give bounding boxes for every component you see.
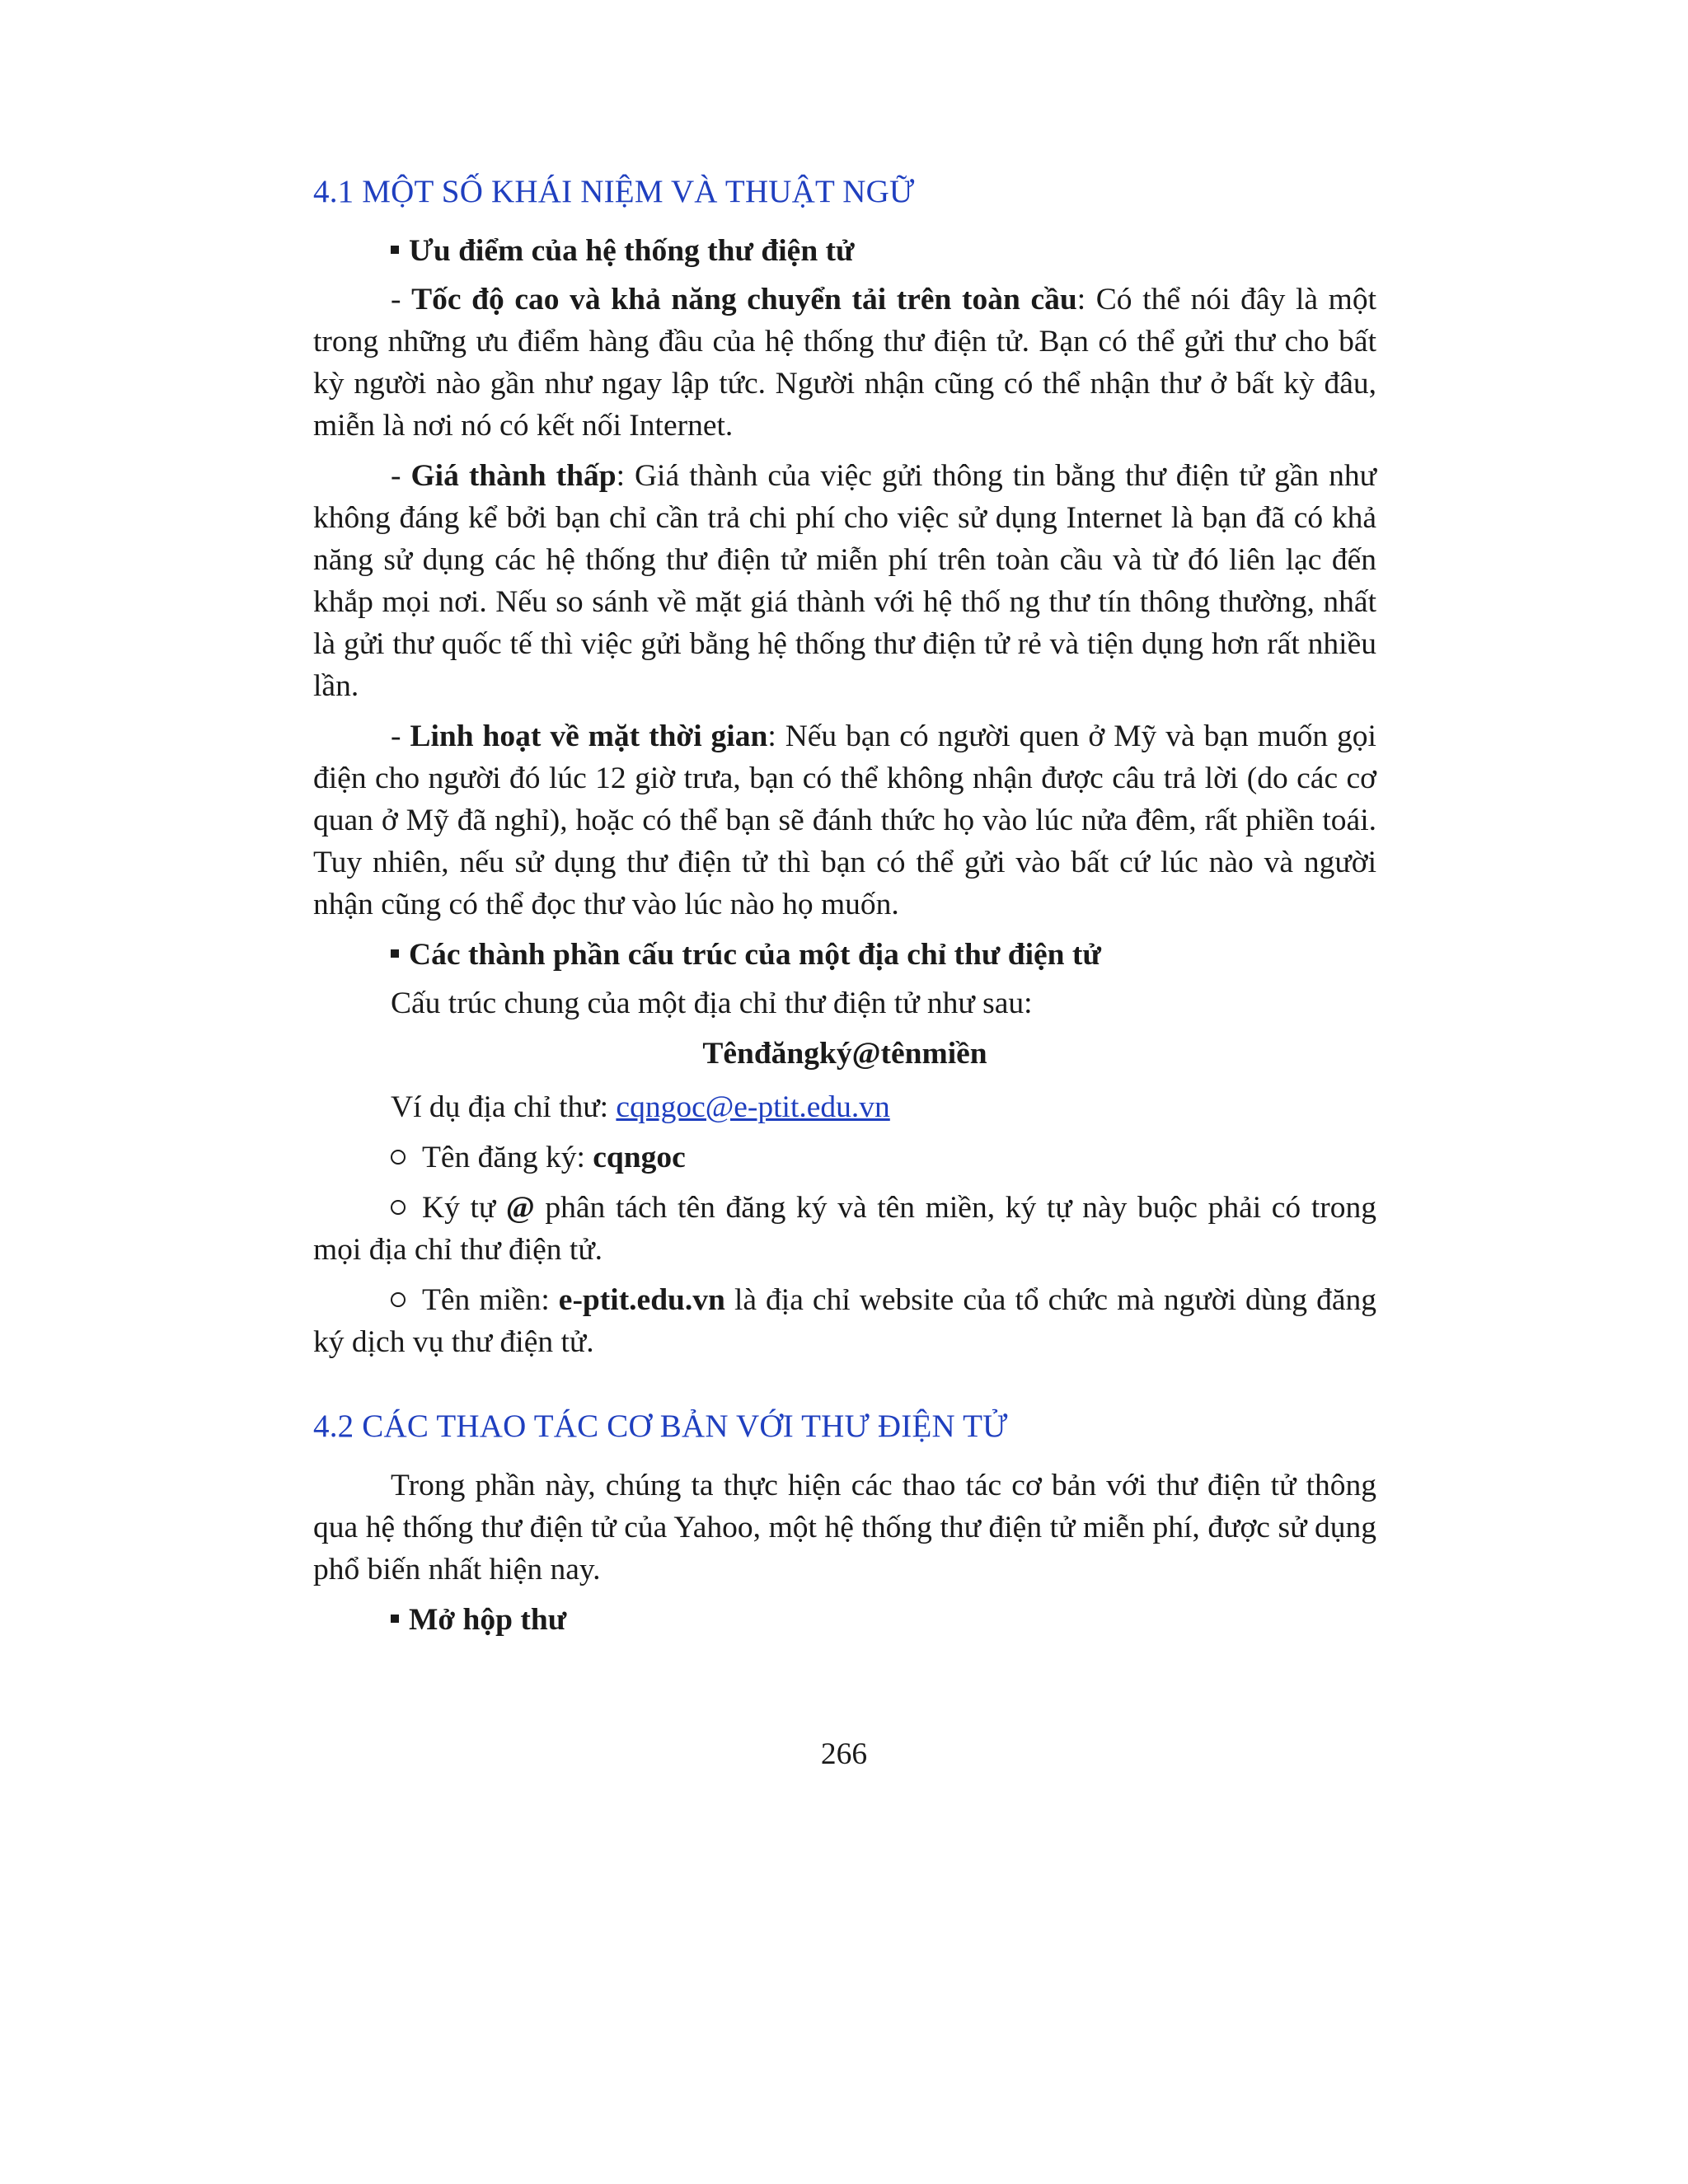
advantages-title: Ưu điểm của hệ thống thư điện tử (391, 230, 1376, 272)
structure-title: Các thành phần cấu trúc của một địa chỉ thư điện tử (391, 934, 1376, 976)
paragraph-cost-body: : Giá thành của việc gửi thông tin bằng thư điện tử gần như không đáng kể bởi bạn chỉ cần trả chi phí cho việc sử dụng Internet là bạn đã có khả năng sử dụng các hệ thống thư điện tử miễn phí trên toàn cầu và từ đó liên lạc đến khắp mọi nơi. Nếu so sánh về mặt giá thành với hệ thố ng thư tín thông thường, nhất là gửi thư quốc tế thì việc gửi bằng hệ thống thư điện tử rẻ và tiện dụng hơn rất nhiều lần. (313, 459, 1376, 703)
page-content (313, 173, 1376, 1647)
paragraph-speed-title: Tốc độ cao và khả năng chuyển tải trên toàn cầu (411, 283, 1077, 316)
paragraph-time: - Linh hoạt về mặt thời gian: Nếu bạn có người quen ở Mỹ và bạn muốn gọi điện cho người đó lúc 12 giờ trưa, bạn có thể không nhận được câu trả lời (do các cơ quan ở Mỹ đã nghỉ), hoặc có thể bạn sẽ đánh thức họ vào lúc nửa đêm, rất phiền toái. Tuy nhiên, nếu sử dụng thư điện tử thì bạn có thể gửi vào bất cứ lúc nào và người nhận cũng có thể đọc thư vào lúc nào họ muốn. (313, 719, 1376, 921)
paragraph-speed: - Tốc độ cao và khả năng chuyển tải trên toàn cầu: Có thể nói đây là một trong những ưu điểm hàng đầu của hệ thống thư điện tử. Bạn có thể gửi thư cho bất kỳ người nào gần như ngay lập tức. Người nhận cũng có thể nhận thư ở bất kỳ đâu, miễn là nơi nó có kết nối Internet. (313, 283, 1376, 443)
square-bullet-icon (391, 949, 399, 958)
example-email-link[interactable]: cqngoc@e-ptit.edu.vn (616, 1090, 890, 1124)
page-number: 266 (820, 1737, 868, 1771)
square-bullet-icon (391, 246, 399, 254)
circle-bullet-icon (391, 1292, 406, 1307)
item-username: Tên đăng ký: cqngoc (391, 1137, 1376, 1179)
address-format: Tênđăngký@tênmiền (702, 1037, 987, 1071)
section-2-intro: Trong phần này, chúng ta thực hiện các thao tác cơ bản với thư điện tử thông qua hệ thống thư điện tử của Yahoo, một hệ thống thư điện tử miễn phí, được sử dụng phổ biến nhất hiện nay. (313, 1469, 1376, 1586)
section-heading-4-2: 4.2 CÁC THAO TÁC CƠ BẢN VỚI THƯ ĐIỆN TỬ (313, 1408, 1008, 1444)
circle-bullet-icon (391, 1200, 406, 1215)
section-heading-4-1: 4.1 MỘT SỐ KHÁI NIỆM VÀ THUẬT NGỮ (313, 174, 915, 209)
structure-intro: Cấu trúc chung của một địa chỉ thư điện tử như sau: (391, 987, 1033, 1020)
open-mailbox-title: Mở hộp thư (391, 1599, 1376, 1641)
paragraph-time-title: Linh hoạt về mặt thời gian (410, 719, 768, 753)
item-at-symbol: Ký tự @ phân tách tên đăng ký và tên miền, ký tự này buộc phải có trong mọi địa chỉ thư điện tử. (313, 1191, 1376, 1267)
square-bullet-icon (391, 1615, 399, 1623)
circle-bullet-icon (391, 1150, 406, 1165)
paragraph-time-body: : Nếu bạn có người quen ở Mỹ và bạn muốn gọi điện cho người đó lúc 12 giờ trưa, bạn có thể không nhận được câu trả lời (do các cơ quan ở Mỹ đã nghỉ), hoặc có thể bạn sẽ đánh thức họ vào lúc nửa đêm, rất phiền toái. Tuy nhiên, nếu sử dụng thư điện tử thì bạn có thể gửi vào bất cứ lúc nào và người nhận cũng có thể đọc thư vào lúc nào họ muốn. (313, 719, 1376, 921)
paragraph-cost: - Giá thành thấp: Giá thành của việc gửi thông tin bằng thư điện tử gần như không đáng kể bởi bạn chỉ cần trả chi phí cho việc sử dụng Internet là bạn đã có khả năng sử dụng các hệ thống thư điện tử miễn phí trên toàn cầu và từ đó liên lạc đến khắp mọi nơi. Nếu so sánh về mặt giá thành với hệ thố ng thư tín thông thường, nhất là gửi thư quốc tế thì việc gửi bằng hệ thống thư điện tử rẻ và tiện dụng hơn rất nhiều lần. (313, 459, 1376, 703)
item-domain: Tên miền: e-ptit.edu.vn là địa chỉ website của tổ chức mà người dùng đăng ký dịch vụ thư điện tử. (313, 1283, 1376, 1359)
paragraph-cost-title: Giá thành thấp (410, 459, 617, 493)
example-address: Ví dụ địa chỉ thư: cqngoc@e-ptit.edu.vn (391, 1090, 890, 1124)
paragraph-speed-body: : Có thể nói đây là một trong những ưu điểm hàng đầu của hệ thống thư điện tử. Bạn có thể gửi thư cho bất kỳ người nào gần như ngay lập tức. Người nhận cũng có thể nhận thư ở bất kỳ đâu, miễn là nơi nó có kết nối Internet. (313, 283, 1376, 443)
